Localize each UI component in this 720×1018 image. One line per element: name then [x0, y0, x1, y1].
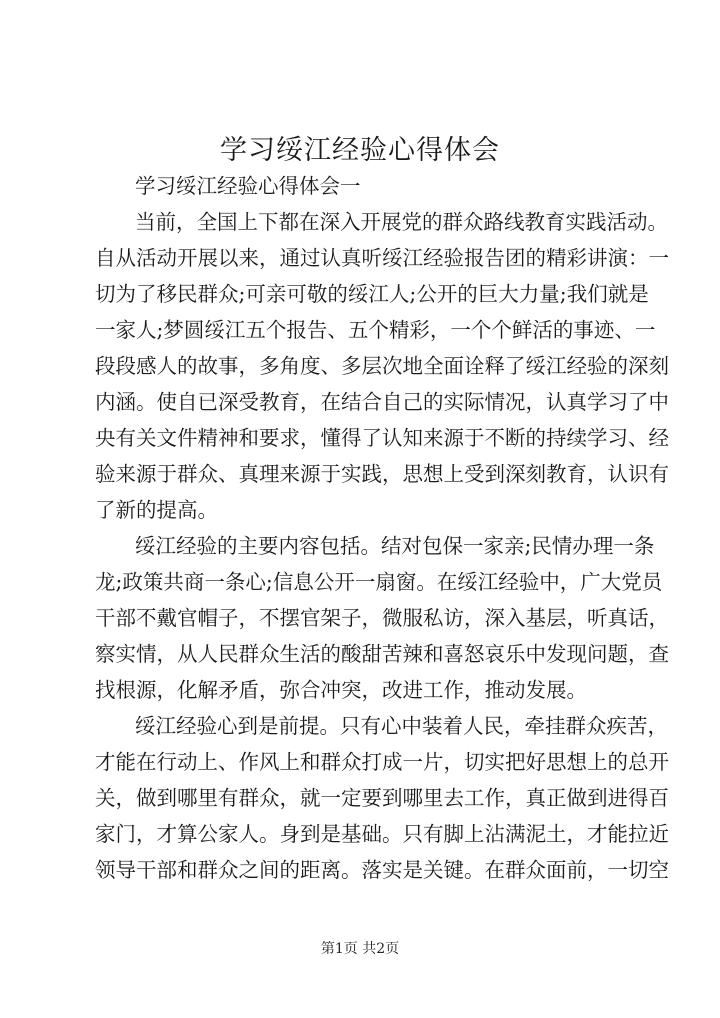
paragraph-line: 了新的提高。 [95, 498, 218, 522]
paragraph-line: 干部不戴官帽子，不摆官架子，微服私访，深入基层，听真话， [95, 606, 669, 630]
paragraph-line: 内涵。使自已深受教育，在结合自己的实际情况，认真学习了中 [95, 390, 669, 414]
paragraph-line: 验来源于群众、真理来源于实践，思想上受到深刻教育，认识有 [95, 462, 669, 486]
paragraph-line: 绥江经验的主要内容包括。结对包保一家亲;民情办理一条 [135, 534, 655, 558]
paragraph-line: 家门，才算公家人。身到是基础。只有脚上沾满泥土，才能拉近 [95, 822, 669, 846]
paragraph-line: 察实情，从人民群众生活的酸甜苦辣和喜怒哀乐中发现问题，查 [95, 642, 669, 666]
paragraph-line: 一家人;梦圆绥江五个报告、五个精彩，一个个鲜活的事迹、一 [95, 318, 656, 342]
subtitle-line: 学习绥江经验心得体会一 [135, 174, 361, 198]
paragraph-line: 龙;政策共商一条心;信息公开一扇窗。在绥江经验中，广大党员 [95, 570, 663, 594]
paragraph-line: 央有关文件精神和要求，懂得了认知来源于不断的持续学习、经 [95, 426, 669, 450]
paragraph-line: 领导干部和群众之间的距离。落实是关键。在群众面前，一切空 [95, 858, 669, 882]
paragraph-line: 段段感人的故事，多角度、多层次地全面诠释了绥江经验的深刻 [95, 354, 669, 378]
paragraph-line: 关，做到哪里有群众，就一定要到哪里去工作，真正做到进得百 [95, 786, 669, 810]
paragraph-line: 找根源，化解矛盾，弥合冲突，改进工作，推动发展。 [95, 678, 587, 702]
paragraph-line: 自从活动开展以来，通过认真听绥江经验报告团的精彩讲演：一 [95, 246, 669, 270]
paragraph-line: 当前，全国上下都在深入开展党的群众路线教育实践活动。 [135, 210, 668, 234]
paragraph-line: 才能在行动上、作风上和群众打成一片，切实把好思想上的总开 [95, 750, 669, 774]
paragraph-line: 绥江经验心到是前提。只有心中装着人民，牵挂群众疾苦， [135, 714, 668, 738]
page-footer: 第1页 共2页 [320, 941, 400, 957]
document-title: 学习绥江经验心得体会 [220, 135, 500, 166]
document-body [95, 168, 669, 888]
paragraph-line: 切为了移民群众;可亲可敬的绥江人;公开的巨大力量;我们就是 [95, 282, 649, 306]
